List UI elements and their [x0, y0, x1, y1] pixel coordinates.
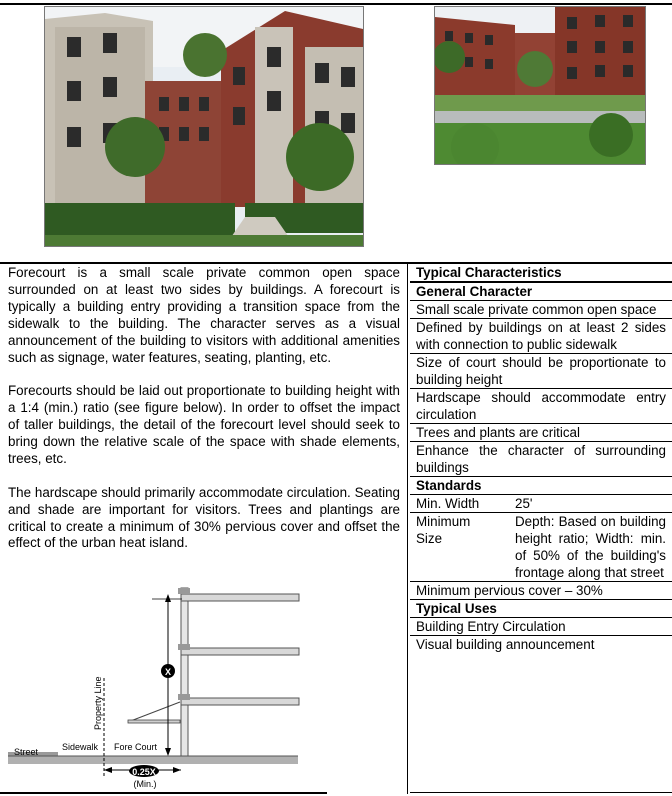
min-label: (Min.): [133, 779, 157, 789]
property-line-label: Property Line: [93, 676, 103, 730]
general-item: Enhance the character of surrounding buildings: [410, 442, 672, 477]
general-item: Size of court should be proportionate to building height: [410, 354, 672, 389]
general-item: Hardscape should accommodate entry circulation: [410, 389, 672, 424]
paragraph-intro: Forecourt is a small scale private common open space surrounded on at least two sides by buildings. A forecourt is typically a building entry providing a transition space from the sidewalk to the building. The character serves as a visual announcement of the building to visitors with additional amenities such as signage, water features, seating, planting, etc.: [8, 265, 400, 365]
canopy: [128, 702, 180, 722]
standard-min-size: [410, 513, 672, 582]
min-size-label: Minimum Size: [416, 514, 471, 546]
min-width-label: Min. Width: [416, 496, 480, 511]
ground-plane: [8, 756, 298, 764]
standards-heading: Standards: [410, 477, 672, 495]
sidewalk-label: Sidewalk: [62, 742, 99, 752]
general-item: Defined by buildings on at least 2 sides with connection to public sidewalk: [410, 319, 672, 354]
building-column: [181, 588, 188, 756]
ratio-label: 0.25X: [132, 767, 156, 777]
min-width-value: 25': [515, 496, 533, 511]
body-text: [8, 265, 400, 569]
general-item: Small scale private common open space: [410, 301, 672, 319]
forecourt-photo-secondary: [434, 6, 646, 165]
use-item: Building Entry Circulation: [410, 618, 672, 636]
general-character-heading: General Character: [410, 283, 672, 301]
forecourt-photo-main: [44, 6, 364, 247]
street-label: Street: [14, 747, 39, 757]
typical-uses-heading: Typical Uses: [410, 600, 672, 618]
min-size-value: Depth: Based on building height ratio; Width: min. of 50% of the building's frontage along that street: [515, 514, 666, 580]
column-divider: [407, 264, 408, 794]
use-item: Visual building announcement: [416, 637, 595, 652]
panel-title: Typical Characteristics: [410, 264, 672, 283]
bottom-rule-right: [410, 792, 672, 793]
standard-min-width: [410, 495, 672, 513]
fore-court-label: Fore Court: [114, 742, 158, 752]
floor-slabs: [181, 594, 299, 705]
forecourt-section-diagram: [0, 580, 330, 794]
paragraph-hardscape: The hardscape should primarily accommodate circulation. Seating and shade are important for visitors. Trees and plantings are critical to create a minimum of 30% pervious cover and offset the effect of the urban heat island.: [8, 484, 400, 551]
general-item: Trees and plants are critical: [410, 424, 672, 442]
paragraph-proportion: Forecourts should be laid out proportionate to building height with a 1:4 (min.) ratio (see figure below). In order to offset the impact of taller buildings, the detail of the forecourt level should seek to bring down the relative scale of the space with shade elements, trees, etc.: [8, 383, 400, 466]
x-marker-label: X: [164, 667, 172, 677]
bottom-rule-left: [0, 792, 327, 794]
pervious-cover: Minimum pervious cover – 30%: [410, 582, 672, 600]
characteristics-panel: [410, 264, 672, 653]
top-rule: [0, 3, 672, 5]
